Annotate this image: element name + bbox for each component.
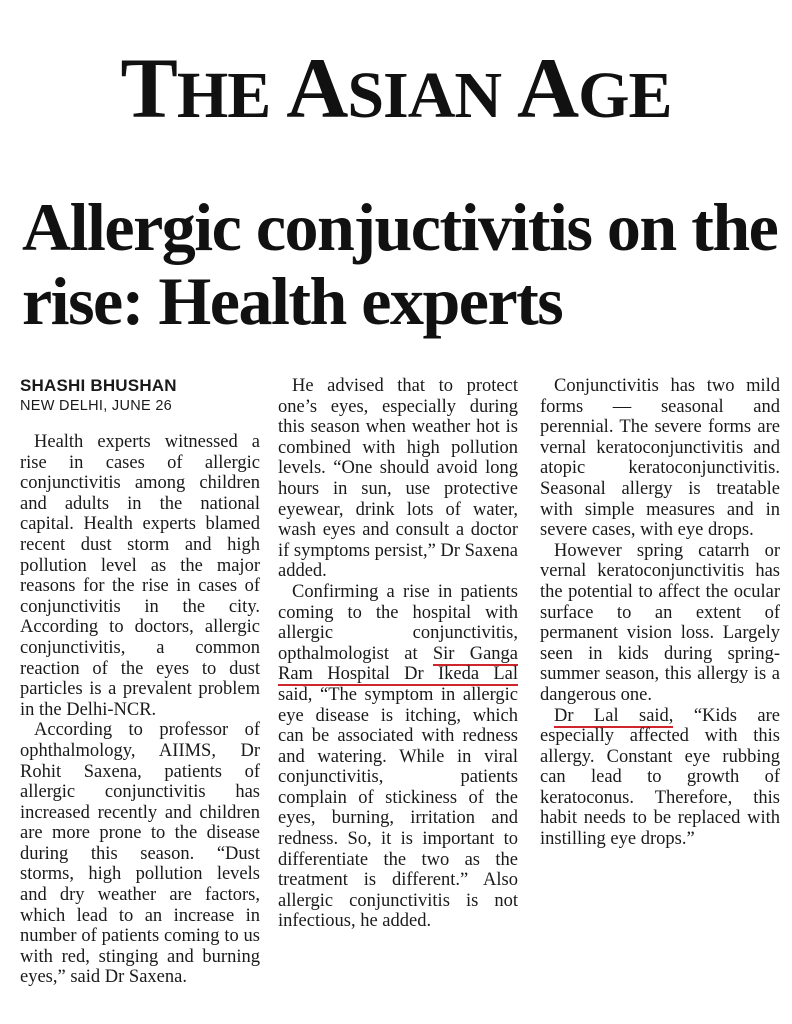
newspaper-masthead: THE ASIAN AGE	[120, 40, 672, 136]
paragraph: Conjunctivitis has two mild forms — seasonal and perennial. The severe forms are vernal keratoconjunctivitis and atopic keratoconjunctivitis. Seasonal allergy is treatable with simple measures and in severe cases, with eye drops.	[540, 376, 780, 541]
paragraph: Dr Lal said, “Kids are especially affected with this allergy. Constant eye rubbing can lead to growth of keratoconus. Therefore, this habit needs to be replaced with instilling eye drops.”	[540, 705, 780, 850]
paragraph: He advised that to protect one’s eyes, especially during this season when weather hot is combined with high pollution levels. “One should avoid long hours in sun, use protective eyewear, drink lots of water, wash eyes and consult a doctor if symptoms persist,” Dr Saxena added.	[278, 376, 518, 582]
paragraph: Health experts witnessed a rise in cases of allergic conjunctivitis among children and adults in the national capital. Health experts blamed recent dust storm and high pollution level as the major reasons for the rise in cases of conjunctivitis in the city. According to doctors, allergic conjunctivitis, a common reaction of the eyes to dust particles is a prevalent problem in the Delhi-NCR.	[20, 432, 260, 720]
paragraph: Confirming a rise in patients coming to the hospital with allergic conjunctivitis, opthalmologist at Sir Ganga Ram Hospital Dr Ikeda Lal said, “The symptom in allergic eye disease is itching, which can be associated with redness and watering. While in viral conjunctivitis, patients complain of stickiness of the eyes, burning, irritation and redness. So, it is important to differentiate the two as the treatment is different.” Also allergic conjunctivitis is not infectious, he added.	[278, 581, 519, 932]
article-column-1	[20, 376, 260, 988]
paragraph: However spring catarrh or vernal keratoconjunctivitis has the potential to affect the ocular surface to an extent of permanent vision loss. Largely seen in kids during spring-summer season, this allergy is a dangerous one.	[540, 540, 780, 705]
dateline: NEW DELHI, JUNE 26	[20, 398, 173, 414]
byline: SHASHI BHUSHAN	[20, 376, 177, 395]
article-column-3	[540, 376, 780, 850]
highlight-underline: Sir Ganga Ram Hospital Dr Ikeda Lal	[278, 643, 519, 685]
article-column-2	[278, 376, 518, 932]
article-headline: Allergic conjuctivitis on the rise: Health experts	[22, 189, 778, 339]
highlight-underline: Dr Lal said,	[554, 705, 674, 726]
paragraph: According to professor of ophthalmology, AIIMS, Dr Rohit Saxena, patients of allergic conjunctivitis has increased recently and children are more prone to the disease during this season. “Dust storms, high pollution levels and dry weather are factors, which lead to an increase in number of patients coming to us with red, stinging and burning eyes,” said Dr Saxena.	[20, 720, 260, 988]
